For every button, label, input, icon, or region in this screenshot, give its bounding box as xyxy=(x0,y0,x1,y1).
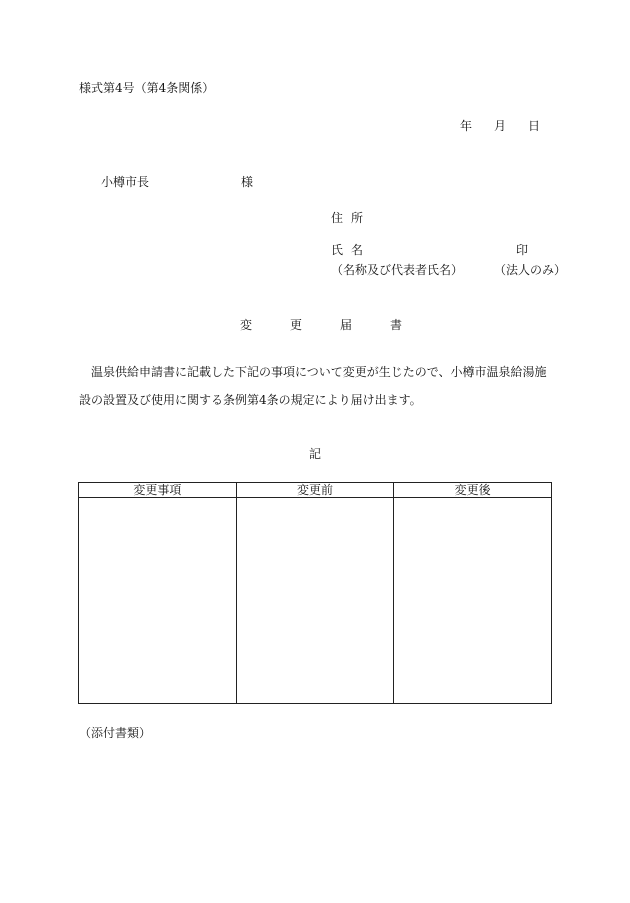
name-note: （名称及び代表者氏名） xyxy=(331,263,464,277)
table-body-row xyxy=(79,498,552,704)
change-table xyxy=(78,482,552,704)
body-text: 温泉供給申請書に記載した下記の事項について変更が生じたので、小樽市温泉給湯施設の設置及び使用に関する条例第4条の規定により届け出ます。 xyxy=(79,365,547,407)
date-line xyxy=(460,120,540,132)
ki-label: 記 xyxy=(309,447,322,461)
table-header-row xyxy=(79,483,552,498)
name-label: 氏名 xyxy=(331,243,372,257)
header-change-item: 変更事項 xyxy=(79,483,237,498)
attachment-label: （添付書類） xyxy=(79,726,152,740)
recipient-name: 小樽市長 xyxy=(101,175,150,189)
header-before: 変更前 xyxy=(236,483,394,498)
recipient-line xyxy=(101,176,253,188)
date-month-label: 月 xyxy=(494,119,507,133)
form-number: 様式第4号（第4条関係） xyxy=(79,81,215,95)
date-day-label: 日 xyxy=(528,119,541,133)
cell-after xyxy=(394,498,552,704)
document-title: 変更届書 xyxy=(240,318,441,332)
corporation-note: （法人のみ） xyxy=(494,263,567,277)
cell-before xyxy=(236,498,394,704)
cell-change-item xyxy=(79,498,237,704)
recipient-honorific: 様 xyxy=(241,175,254,189)
header-after: 変更後 xyxy=(394,483,552,498)
seal-label: 印 xyxy=(516,243,529,257)
date-year-label: 年 xyxy=(460,119,473,133)
address-label: 住所 xyxy=(331,211,372,225)
